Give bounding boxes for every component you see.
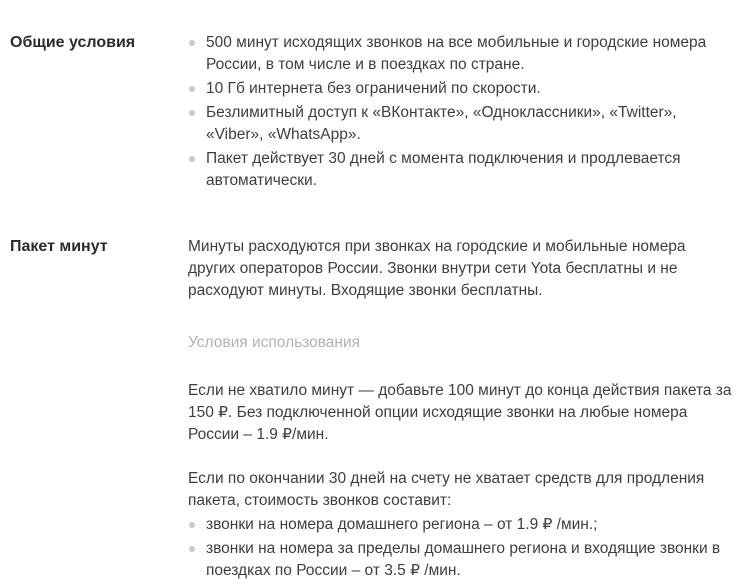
list-item (188, 514, 736, 536)
bullet-text: 10 Гб интернета без ограничений по скорости. (206, 80, 541, 97)
general-terms-label-column (0, 32, 188, 54)
general-terms-list (188, 32, 736, 192)
minutes-intro-paragraph: Минуты расходуются при звонках на городские и мобильные номера других операторов России. Звонки внутри сети Yota бесплатны и не расходуют минуты. Входящие звонки бесплатны. (188, 238, 686, 299)
bullet-dot-icon (189, 110, 195, 116)
section-minutes-package (0, 236, 743, 582)
list-item (188, 32, 736, 76)
minutes-package-content (188, 236, 736, 582)
bullet-text: Пакет действует 30 дней с момента подключения и продлевается автоматически. (206, 150, 681, 189)
minutes-package-label-column (0, 236, 188, 258)
bullet-dot-icon (189, 86, 195, 92)
list-item (188, 78, 736, 100)
list-item (188, 148, 736, 192)
bullet-text: 500 минут исходящих звонков на все мобильные и городские номера России, в том числе и в поездках по стране. (206, 34, 707, 73)
bullet-dot-icon (189, 522, 195, 528)
bullet-dot-icon (189, 156, 195, 162)
bullet-text: Безлимитный доступ к «ВКонтакте», «Одноклассники», «Twitter», «Viber», «WhatsApp». (206, 104, 677, 143)
price-list (188, 514, 736, 582)
list-item (188, 538, 736, 582)
bullet-dot-icon (189, 546, 195, 552)
section-general-terms (0, 32, 743, 192)
renewal-paragraph: Если по окончании 30 дней на счету не хватает средств для продления пакета, стоимость звонков составит: (188, 470, 705, 509)
general-terms-heading: Общие условия (10, 34, 136, 51)
minutes-package-heading: Пакет минут (10, 238, 108, 255)
bullet-dot-icon (189, 40, 195, 46)
add-minutes-paragraph: Если не хватило минут — добавьте 100 минут до конца действия пакета за 150 ₽. Без подключенной опции исходящие звонки на любые номера России – 1.9 ₽/мин. (188, 382, 732, 443)
bullet-text: звонки на номера за пределы домашнего региона и входящие звонки в поездках по России – от 3.5 ₽ /мин. (206, 540, 721, 579)
usage-terms-subheading: Условия использования (188, 334, 361, 351)
general-terms-content (188, 32, 736, 192)
bullet-text: звонки на номера домашнего региона – от 1.9 ₽ /мин.; (206, 516, 598, 533)
list-item (188, 102, 736, 146)
